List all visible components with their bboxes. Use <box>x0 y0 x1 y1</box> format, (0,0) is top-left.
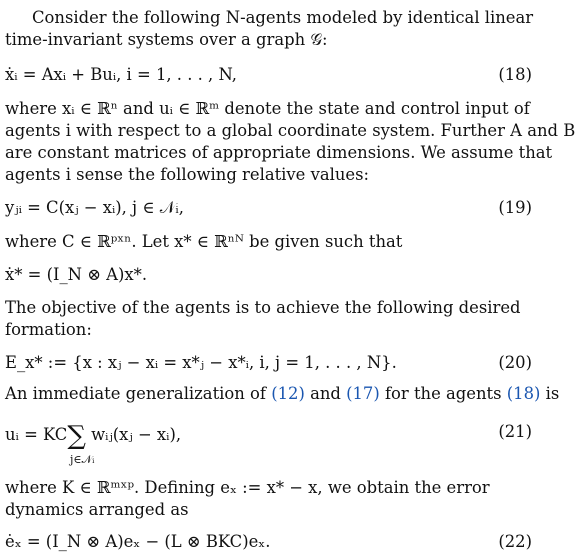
paragraph-2-line-3: are constant matrices of appropriate dimensions. We assume that <box>5 143 553 162</box>
equation-19: yⱼᵢ = C(xⱼ − xᵢ), j ∈ 𝒩ᵢ, <box>5 198 184 217</box>
equation-21 <box>5 421 182 451</box>
equation-18: ẋᵢ = Axᵢ + Buᵢ, i = 1, . . . , N, <box>5 65 237 84</box>
equation-xstar: ẋ* = (I_N ⊗ A)x*. <box>5 265 148 284</box>
paragraph-5-mid-2: for the agents <box>379 384 507 403</box>
paragraph-1-line-2: time-invariant systems over a graph 𝒢: <box>5 30 328 49</box>
paragraph-5 <box>5 383 559 405</box>
summation-index: j∈𝒩ᵢ <box>70 453 95 466</box>
paragraph-2-line-2: agents i with respect to a global coordinate system. Further A and B <box>5 121 576 140</box>
paragraph-2-line-4: agents i sense the following relative values: <box>5 165 370 184</box>
paragraph-3-line-1: where C ∈ ℝᵖˣⁿ. Let x* ∈ ℝⁿᴺ be given such that <box>5 232 403 251</box>
equation-21-rhs: wᵢⱼ(xⱼ − xᵢ), <box>85 425 182 444</box>
summation-symbol: ∑ <box>67 421 86 451</box>
equation-19-number: (19) <box>498 198 532 217</box>
reference-12-link[interactable]: (12) <box>271 384 305 403</box>
paragraph-4-line-2: formation: <box>5 320 92 339</box>
paragraph-6-line-2: dynamics arranged as <box>5 500 189 519</box>
equation-22-number: (22) <box>498 532 532 551</box>
paragraph-4-line-1: The objective of the agents is to achieve the following desired <box>5 298 521 317</box>
paragraph-5-prefix: An immediate generalization of <box>5 384 272 403</box>
paragraph-1-line-1: Consider the following N-agents modeled by identical linear <box>32 8 534 27</box>
equation-18-number: (18) <box>498 65 532 84</box>
paragraph-6-line-1: where K ∈ ℝᵐˣᵖ. Defining eₓ := x* − x, we obtain the error <box>5 478 490 497</box>
paragraph-5-suffix: is <box>540 384 560 403</box>
equation-21-number: (21) <box>498 422 532 441</box>
paragraph-2-line-1: where xᵢ ∈ ℝⁿ and uᵢ ∈ ℝᵐ denote the state and control input of <box>5 99 530 118</box>
reference-17-link[interactable]: (17) <box>346 384 380 403</box>
equation-22: ėₓ = (I_N ⊗ A)eₓ − (L ⊗ BKC)eₓ. <box>5 532 271 551</box>
equation-21-lhs: uᵢ = KC <box>5 425 68 444</box>
paragraph-5-mid-1: and <box>304 384 347 403</box>
equation-20-number: (20) <box>498 353 532 372</box>
equation-20: E_x* := {x : xⱼ − xᵢ = x*ⱼ − x*ᵢ, i, j = 1, . . . , N}. <box>5 353 397 372</box>
reference-18-link[interactable]: (18) <box>506 384 541 403</box>
